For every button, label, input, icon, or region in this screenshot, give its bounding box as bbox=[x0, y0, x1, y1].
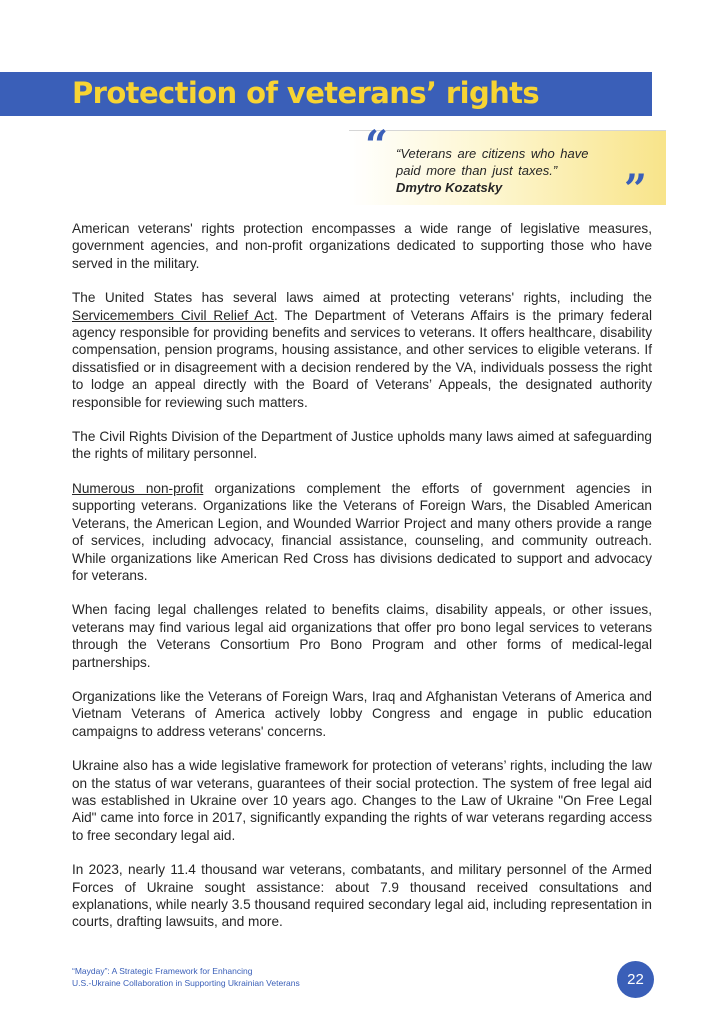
quote-author: Dmytro Kozatsky bbox=[396, 180, 503, 195]
quote-text: “Veterans are citizens who have paid more than just taxes.” bbox=[396, 146, 589, 178]
close-quote-icon: ” bbox=[624, 166, 648, 213]
page-number: 22 bbox=[617, 961, 654, 998]
page-title: Protection of veterans’ rights bbox=[72, 76, 540, 110]
nonprofit-link[interactable]: Numerous non-profit bbox=[72, 480, 204, 496]
paragraph-text: organizations complement the efforts of government agencies in supporting veterans. Organizations like the Veterans of Foreign Wars, the Disabled American Veterans, the American Legion, and Wounded Warrior Project and many others provide a range of services, including advocacy, financial assistance, counseling, and community outreach. While organizations like American Red Cross has divisions dedicated to support and advocacy for veterans. bbox=[72, 480, 652, 583]
paragraph-lobbying: Organizations like the Veterans of Foreign Wars, Iraq and Afghanistan Veterans of America and Vietnam Veterans of America actively lobby Congress and engage in public education campaigns to address veterans' concerns. bbox=[72, 688, 652, 739]
paragraph-ukraine: Ukraine also has a wide legislative framework for protection of veterans’ rights, including the law on the status of war veterans, guarantees of their social protection. The system of free legal aid was established in Ukraine over 10 years ago. Changes to the Law of Ukraine "On Free Legal Aid" came into force in 2017, significantly expanding the rights of war veterans regarding access to free secondary legal aid. bbox=[72, 758, 652, 843]
paragraph-text: . The Department of Veterans Affairs is the primary federal agency responsible for providing benefits and services to veterans. It offers healthcare, disability compensation, pension programs, housing assistance, and other services to eligible veterans. If dissatisfied or in disagreement with a decision rendered by the VA, individuals possess the right to lodge an appeal directly with the Board of Veterans’ Appeals, the designated authority responsible for reviewing such matters. bbox=[72, 307, 652, 410]
paragraph-us-laws bbox=[72, 289, 652, 411]
paragraph-nonprofits bbox=[72, 480, 652, 584]
paragraph-statistics: In 2023, nearly 11.4 thousand war veterans, combatants, and military personnel of the Armed Forces of Ukraine sought assistance: about 7.9 thousand received consultations and explanations, while nearly 3.5 thousand required secondary legal aid, including representation in courts, drafting lawsuits, and more. bbox=[72, 862, 652, 930]
footer-line: “Mayday”: A Strategic Framework for Enhancing bbox=[72, 966, 253, 976]
article-body bbox=[72, 220, 652, 948]
paragraph-intro: American veterans' rights protection encompasses a wide range of legislative measures, government agencies, and non-profit organizations dedicated to supporting those who have served in the military. bbox=[72, 221, 652, 271]
open-quote-icon: “ bbox=[365, 122, 389, 169]
footer bbox=[72, 966, 300, 989]
title-banner bbox=[0, 72, 652, 116]
paragraph-text: The United States has several laws aimed at protecting veterans' rights, including the bbox=[72, 290, 652, 306]
paragraph-legal-aid: When facing legal challenges related to benefits claims, disability appeals, or other issues, veterans may find various legal aid organizations that offer pro bono legal services to veterans through the Veterans Consortium Pro Bono Program and other forms of medical-legal partnerships. bbox=[72, 602, 652, 670]
footer-line: U.S.-Ukraine Collaboration in Supporting Ukrainian Veterans bbox=[72, 977, 300, 988]
scra-link[interactable]: Servicemembers Civil Relief Act bbox=[72, 307, 274, 323]
paragraph-civil-rights: The Civil Rights Division of the Department of Justice upholds many laws aimed at safeguarding the rights of military personnel. bbox=[72, 429, 652, 462]
